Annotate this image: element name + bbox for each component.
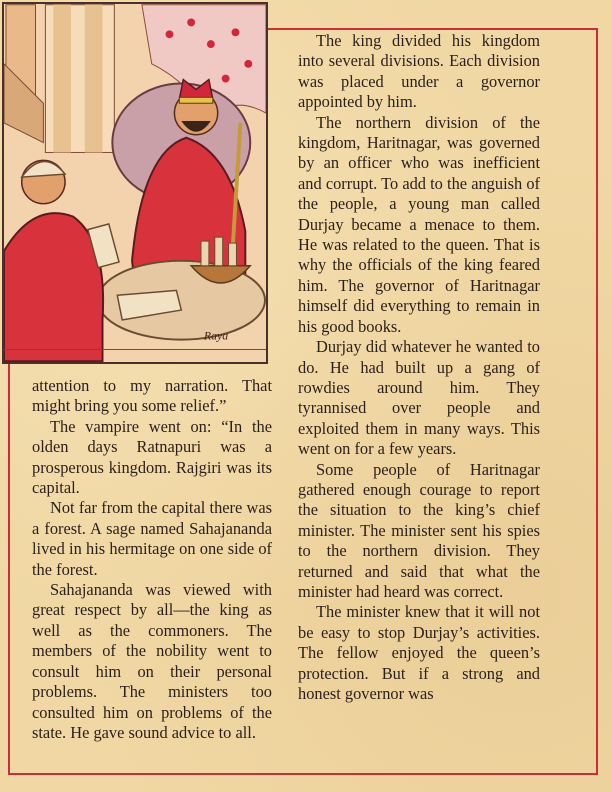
right-text-column — [298, 31, 540, 704]
page-border-right — [596, 28, 598, 774]
story-illustration — [2, 2, 268, 364]
paragraph: Sahajananda was viewed with great respect by all—the king as well as the commoners. The members of the nobility went to consult him on their personal problems. The ministers too consulted him on problems of the state. He gave sound advice to all. — [32, 580, 272, 742]
artist-signature: Raya — [203, 328, 229, 343]
paragraph: The minister knew that it will not be easy to stop Durjay’s activities. The fellow enjoyed the queen’s protection. But if a strong and honest governor was — [298, 602, 540, 703]
paragraph: Some people of Haritnagar gathered enough courage to report the situation to the king’s chief minister. The minister sent his spies to the northern division. They returned and said that what the minister had heard was correct. — [298, 459, 540, 601]
page-border-left — [8, 364, 10, 775]
paragraph: The king divided his kingdom into several divisions. Each division was placed under a governor appointed by him. — [298, 31, 540, 112]
paragraph: Not far from the capital there was a forest. A sage named Sahajananda lived in his hermitage on one side of the forest. — [32, 498, 272, 579]
paragraph: Durjay did whatever he wanted to do. He had built up a gang of rowdies around him. They tyrannised over people and exploited them in many ways. This went on for a few years. — [298, 337, 540, 459]
paragraph: The northern division of the kingdom, Haritnagar, was governed by an officer who was inefficient and corrupt. To add to the anguish of the people, a young man called Durjay became a menace to them. He was related to the queen. That is why the officials of the king feared him. The governor of Haritnagar himself did everything to remain in his good books. — [298, 112, 540, 336]
page-border-bottom — [8, 773, 598, 775]
page-border-top — [268, 28, 598, 30]
left-text-column — [32, 376, 272, 743]
paragraph: attention to my narration. That might bring you some relief.” — [32, 376, 272, 416]
illustration-drawing — [4, 4, 266, 362]
paragraph: The vampire went on: “In the olden days Ratnapuri was a prosperous kingdom. Rajgiri was its capital. — [32, 416, 272, 498]
